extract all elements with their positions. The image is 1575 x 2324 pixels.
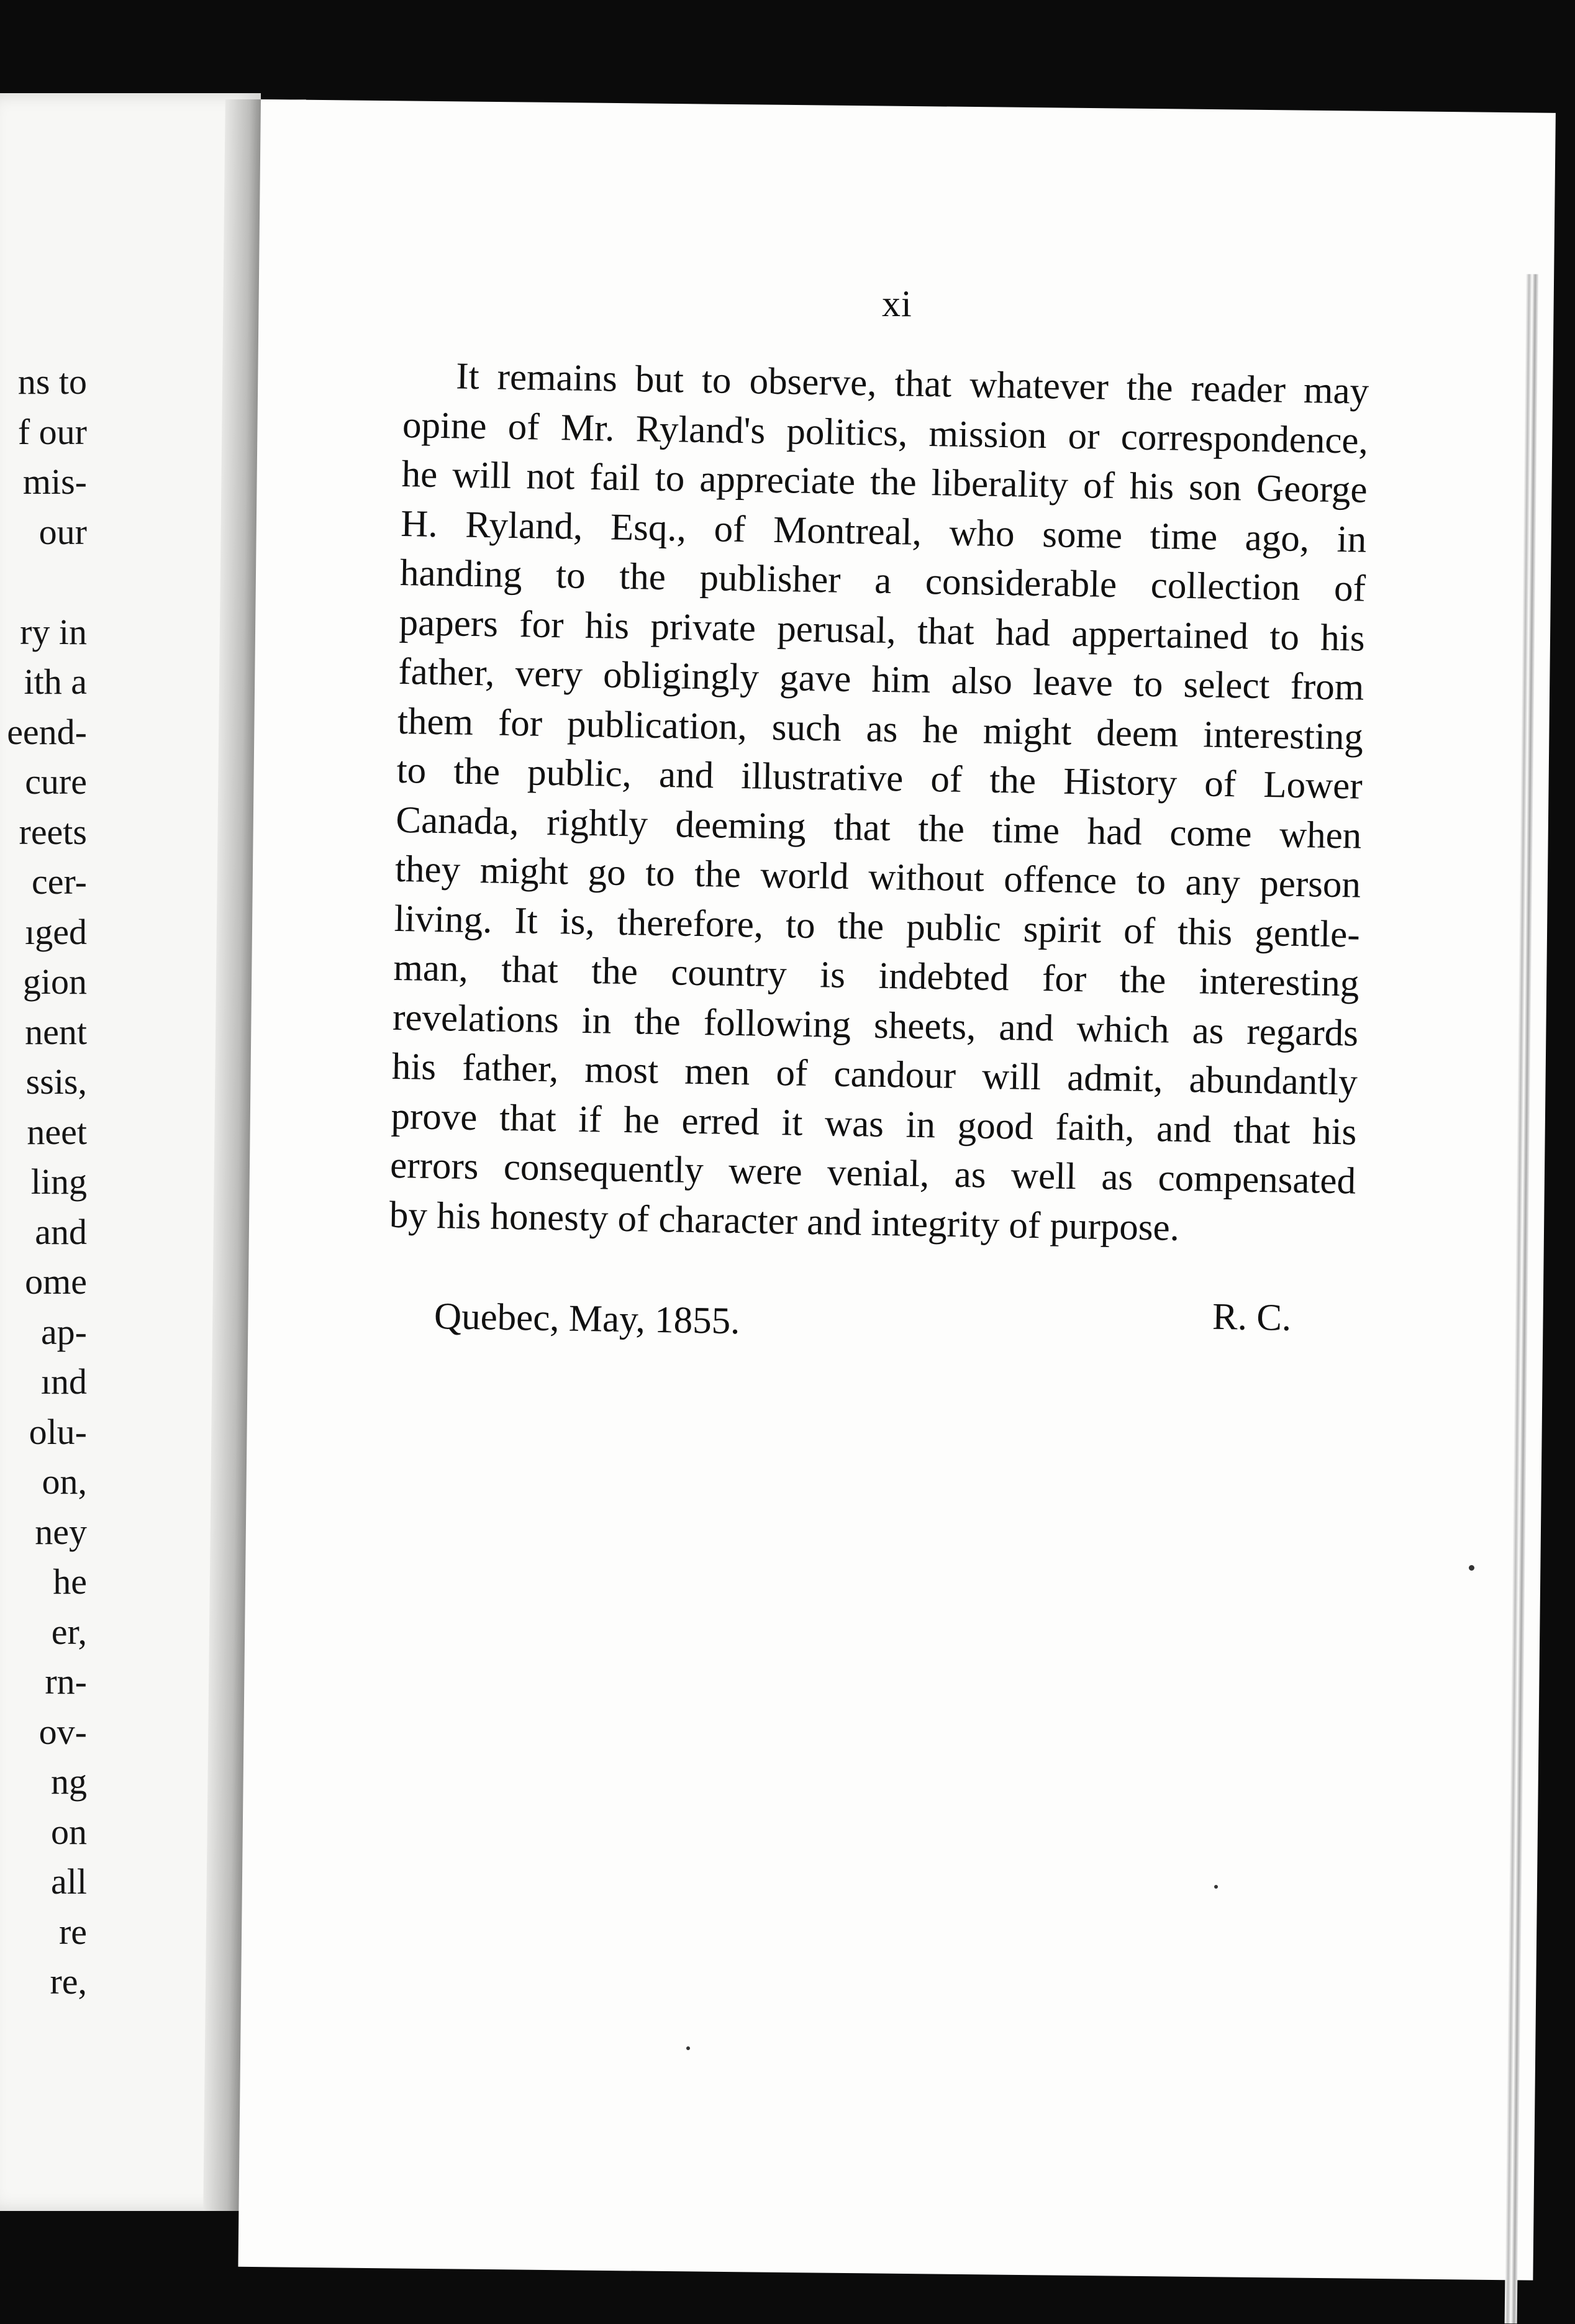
text-line: by his honesty of character and integrity of purpose.	[389, 1194, 1180, 1249]
left-page-fragment: all	[51, 1861, 87, 1902]
left-page-fragment: our	[39, 511, 87, 552]
left-page-fragment: eend-	[7, 711, 87, 752]
left-page-fragment: ry in	[20, 611, 87, 652]
text-line: living. It is, therefore, to the public spirit of this gentle-	[394, 897, 1361, 956]
text-line: he will not fail to appreciate the liberality of his son George	[401, 453, 1368, 511]
left-page-fragment: ssis,	[25, 1061, 87, 1102]
text-line: Canada, rightly deeming that the time had come when	[395, 799, 1362, 857]
left-page-text-fragments	[0, 357, 87, 2007]
left-page-fragment: re,	[50, 1961, 87, 2002]
left-page-fragment: on,	[42, 1461, 87, 1502]
left-page-fragment: re	[58, 1911, 87, 1952]
text-line: them for publication, such as he might deem interesting	[397, 700, 1364, 758]
left-page-fragment: cure	[25, 761, 87, 802]
left-page-fragment: gion	[22, 961, 87, 1002]
text-line: papers for his private perusal, that had appertained to his	[399, 601, 1366, 660]
text-line: H. Ryland, Esq., of Montreal, who some time ago, in	[400, 502, 1367, 561]
paper-speck	[1214, 1885, 1218, 1889]
left-page-fragment: olu-	[29, 1411, 87, 1452]
text-line: his father, most men of candour will admit, abundantly	[391, 1045, 1358, 1104]
left-page-fragment: mis-	[22, 461, 87, 502]
left-page-fragment: cer-	[32, 861, 87, 902]
text-line: man, that the country is indebted for the interesting	[393, 946, 1359, 1005]
left-page-fragment: ling	[30, 1161, 87, 1202]
left-page-fragment: ov-	[39, 1711, 87, 1752]
left-page-fragment	[0, 557, 87, 607]
left-page-fragment: and	[35, 1211, 87, 1252]
paper-speck	[686, 2046, 690, 2050]
left-page-fragment: he	[53, 1561, 87, 1602]
left-page-fragment: ome	[25, 1261, 87, 1302]
text-line: they might go to the world without offence to any person	[394, 848, 1361, 906]
left-page-fragment: ith a	[24, 661, 87, 702]
left-page-fragment: f our	[17, 411, 87, 452]
author-initials: R. C.	[1212, 1296, 1292, 1339]
left-page-fragment: ns to	[17, 361, 87, 402]
left-page-fragment: ınd	[40, 1361, 87, 1402]
left-page-fragment: ıged	[25, 911, 87, 952]
left-page-fragment: rn-	[45, 1661, 87, 1702]
page-edge	[1505, 274, 1539, 2323]
text-line: opine of Mr. Ryland's politics, mission or correspondence,	[402, 404, 1369, 462]
text-line: errors consequently were venial, as well as compensated	[389, 1144, 1356, 1202]
text-line: prove that if he erred it was in good faith, and that his	[391, 1095, 1357, 1153]
text-line: handing to the publisher a considerable collection of	[399, 551, 1366, 610]
left-page-fragment: neet	[27, 1111, 87, 1152]
paper-speck	[1469, 1565, 1474, 1571]
left-page-fragment: er,	[51, 1611, 87, 1652]
left-page-fragment: ap-	[40, 1311, 87, 1352]
text-line: It remains but to observe, that whatever the reader may	[455, 355, 1369, 412]
paragraph	[389, 351, 1369, 1256]
left-page-fragment: on	[51, 1811, 87, 1852]
left-page-fragment: reets	[19, 811, 87, 852]
text-line: revelations in the following sheets, and which as regards	[392, 996, 1359, 1055]
text-line: to the public, and illustrative of the History of Lower	[396, 749, 1363, 807]
left-page-fragment: ney	[35, 1511, 87, 1552]
place-date: Quebec, May, 1855.	[433, 1295, 740, 1343]
text-line: father, very obligingly gave him also leave to select from	[397, 650, 1364, 709]
left-page-fragment: nent	[25, 1011, 87, 1052]
page-number: xi	[882, 283, 912, 324]
left-page-fragment: ng	[51, 1761, 87, 1802]
